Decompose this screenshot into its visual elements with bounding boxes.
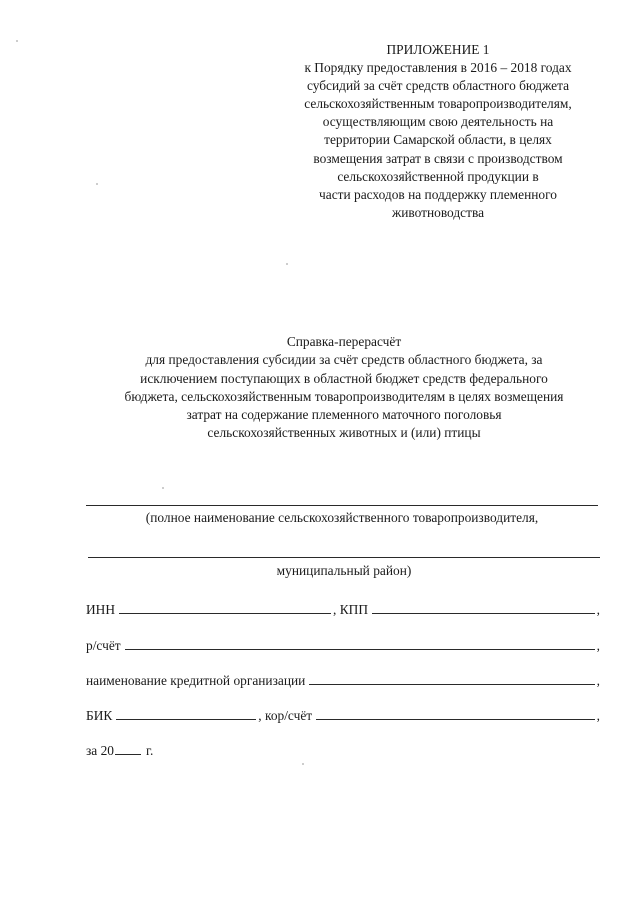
certificate-subtitle-line: исключением поступающих в областной бюджет средств федерального [140, 370, 548, 386]
bik-label: БИК [86, 708, 113, 723]
appendix-line: осуществляющим свою деятельность на [322, 114, 554, 130]
appendix-line: субсидий за счёт средств областного бюджета [306, 78, 570, 94]
inn-field[interactable] [119, 600, 331, 614]
scan-speck [96, 183, 98, 185]
certificate-subtitle-line: бюджета, сельскохозяйственным товаропроизводителям в целях возмещения [124, 388, 564, 404]
year-suffix: г. [145, 743, 154, 758]
bank-end: , [596, 673, 600, 688]
year-prefix: за 20 [86, 743, 114, 758]
bank-label: наименование кредитной организации [86, 673, 306, 688]
certificate-title: Справка-перерасчёт [286, 334, 402, 349]
appendix-title: ПРИЛОЖЕНИЕ 1 [386, 42, 490, 57]
account-row [86, 636, 600, 654]
district-caption: муниципальный район) [276, 563, 412, 578]
appendix-line: животноводства [391, 204, 485, 220]
certificate-subtitle-line: для предоставления субсидии за счёт средств областного бюджета, за [145, 352, 543, 368]
scan-speck [286, 263, 288, 265]
account-end: , [596, 638, 600, 653]
appendix-line: к Порядку предоставления в 2016 – 2018 годах [304, 60, 572, 76]
inn-kpp-row [86, 600, 600, 618]
corr-account-field[interactable] [316, 706, 595, 720]
appendix-line: сельскохозяйственной продукции в [337, 168, 539, 184]
producer-name-line-1[interactable] [86, 505, 598, 506]
bank-field[interactable] [309, 671, 594, 685]
kpp-field[interactable] [372, 600, 595, 614]
scan-speck [162, 487, 164, 489]
producer-name-caption: (полное наименование сельскохозяйственного товаропроизводителя, [145, 510, 539, 525]
appendix-header [282, 41, 594, 222]
appendix-line: сельскохозяйственным товаропроизводителям, [304, 96, 572, 112]
appendix-line: части расходов на поддержку племенного [319, 186, 557, 202]
bik-corr-row [86, 706, 600, 724]
certificate-title-block [80, 333, 608, 443]
kpp-end: , [596, 602, 600, 617]
year-row [86, 741, 246, 759]
producer-name-line-2[interactable] [88, 557, 600, 558]
certificate-subtitle-line: сельскохозяйственных животных и (или) птицы [207, 425, 481, 441]
account-label: р/счёт [86, 638, 121, 653]
appendix-line: возмещения затрат в связи с производством [313, 150, 563, 166]
corr-account-end: , [596, 708, 600, 723]
bik-field[interactable] [116, 706, 256, 720]
account-field[interactable] [125, 636, 595, 650]
kpp-label: , КПП [333, 602, 368, 617]
certificate-subtitle-line: затрат на содержание племенного маточного поголовья [186, 407, 502, 423]
year-field[interactable] [115, 741, 141, 755]
corr-account-label: , кор/счёт [258, 708, 313, 723]
bank-row [86, 671, 600, 689]
scan-speck [302, 763, 304, 765]
appendix-line: территории Самарской области, в целях [324, 132, 552, 148]
scan-speck [16, 40, 18, 42]
inn-label: ИНН [86, 602, 116, 617]
